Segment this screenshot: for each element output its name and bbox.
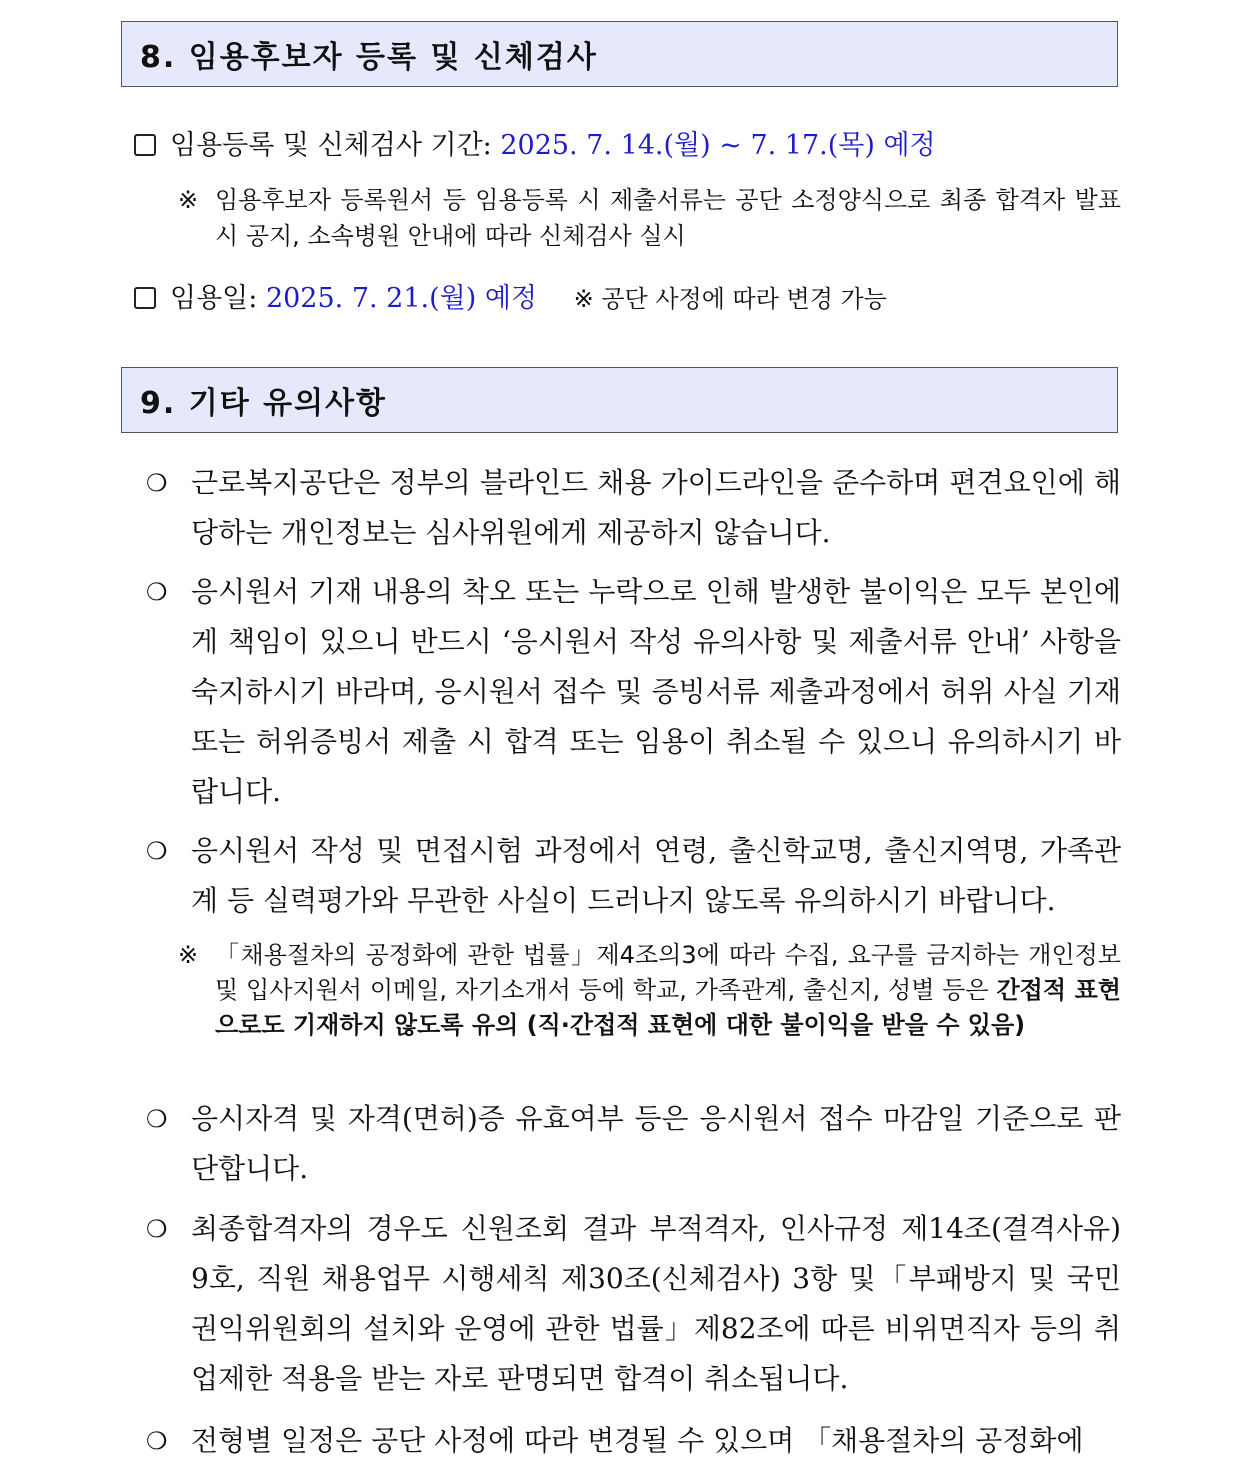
privacy-note-text [215, 938, 1121, 1043]
list-item [146, 1204, 1121, 1404]
privacy-note-bold: 간접적 표현으로도 기재하지 않도록 유의 (직·간접적 표현에 대한 불이익을 받을 수 있음) [215, 976, 1121, 1039]
list-item [146, 458, 1121, 558]
circle-bullet-icon: ❍ [146, 1215, 168, 1243]
circle-bullet-icon: ❍ [146, 469, 168, 497]
list-item [146, 1416, 1121, 1466]
circle-bullet-icon: ❍ [146, 1105, 168, 1133]
appointment-date-note: ※ 공단 사정에 따라 변경 가능 [573, 285, 887, 313]
privacy-note-plain: 「채용절차의 공정화에 관한 법률」제4조의3에 따라 수집, 요구를 금지하는 개인정보 및 입사지원서 이메일, 자기소개서 등에 학교, 가족관계, 출신지, 성별 등은 [215, 941, 1121, 1004]
section-8-header [121, 21, 1118, 87]
appointment-date-label: 임용일: [170, 283, 258, 314]
list-item-text: 응시자격 및 자격(면허)증 유효여부 등은 응시원서 접수 마감일 기준으로 판단합니다. [191, 1102, 1121, 1185]
section-8-title: 8. 임용후보자 등록 및 신체검사 [140, 40, 598, 75]
list-item [146, 826, 1121, 926]
section-9-header [121, 367, 1118, 433]
checkbox-square-icon [134, 287, 156, 309]
registration-period-item [134, 128, 1124, 164]
reference-mark-icon: ※ [178, 186, 199, 214]
checkbox-square-icon [134, 134, 156, 156]
privacy-note [178, 938, 1121, 1043]
circle-bullet-icon: ❍ [146, 1427, 168, 1455]
reference-mark-icon: ※ [178, 941, 199, 969]
registration-note [178, 182, 1121, 254]
list-item [146, 1094, 1121, 1194]
list-item-text: 응시원서 작성 및 면접시험 과정에서 연령, 출신학교명, 출신지역명, 가족관계 등 실력평가와 무관한 사실이 드러나지 않도록 유의하시기 바랍니다. [191, 834, 1121, 917]
appointment-date-value: 2025. 7. 21.(월) 예정 [265, 283, 537, 314]
list-item-text: 최종합격자의 경우도 신원조회 결과 부적격자, 인사규정 제14조(결격사유) 9호, 직원 채용업무 시행세칙 제30조(신체검사) 3항 및「부패방지 및 국민권익위원회의 설치와 운영에 관한 법률」제82조에 따른 비위면직자 등의 취업제한 적용을 받는 자로 판명되면 합격이 취소됩니다. [191, 1212, 1121, 1395]
section-9-title: 9. 기타 유의사항 [140, 386, 388, 421]
registration-period-label: 임용등록 및 신체검사 기간: [170, 130, 492, 161]
registration-period-value: 2025. 7. 14.(월) ~ 7. 17.(목) 예정 [500, 130, 936, 161]
registration-note-text: 임용후보자 등록원서 등 임용등록 시 제출서류는 공단 소정양식으로 최종 합격자 발표 시 공지, 소속병원 안내에 따라 신체검사 실시 [215, 186, 1121, 250]
circle-bullet-icon: ❍ [146, 578, 168, 606]
list-item-text: 근로복지공단은 정부의 블라인드 채용 가이드라인을 준수하며 편견요인에 해당하는 개인정보는 심사위원에게 제공하지 않습니다. [191, 466, 1121, 549]
list-item-text: 전형별 일정은 공단 사정에 따라 변경될 수 있으며 「채용절차의 공정화에 [191, 1424, 1084, 1457]
list-item-text: 응시원서 기재 내용의 착오 또는 누락으로 인해 발생한 불이익은 모두 본인에게 책임이 있으니 반드시 ‘응시원서 작성 유의사항 및 제출서류 안내’ 사항을 숙지하시기 바라며, 응시원서 접수 및 증빙서류 제출과정에서 허위 사실 기재 또는 허위증빙서 제출 시 합격 또는 임용이 취소될 수 있으니 유의하시기 바랍니다. [191, 575, 1121, 808]
appointment-date-item [134, 281, 1124, 317]
circle-bullet-icon: ❍ [146, 837, 168, 865]
list-item [146, 567, 1121, 817]
